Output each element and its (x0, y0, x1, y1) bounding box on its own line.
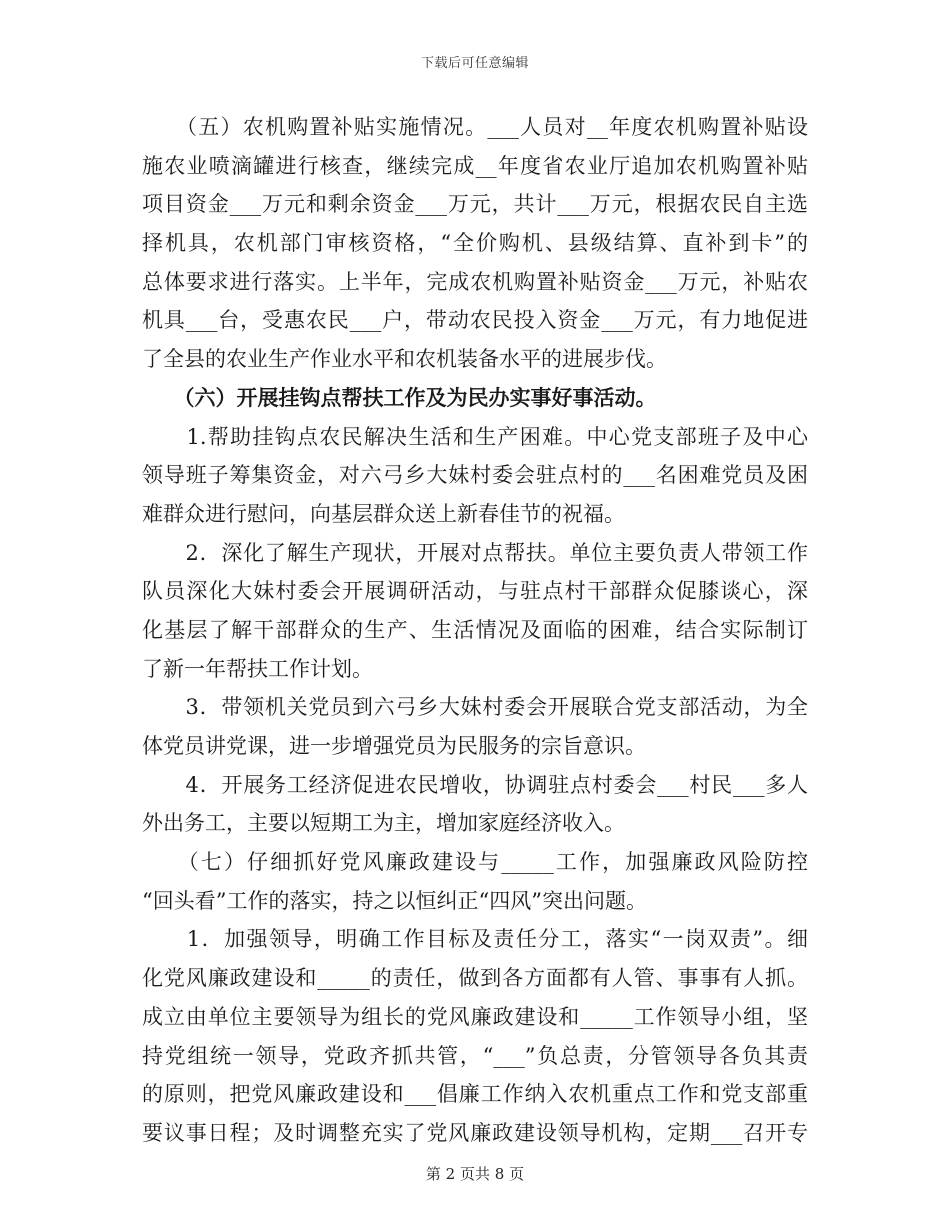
text-line: （六）开展挂钩点帮扶工作及为民办实事好事活动。 (142, 384, 657, 410)
text-line: 领导班子筹集资金，对六弓乡大妹村委会驻点村的___名困难党员及困 (142, 463, 808, 488)
text-line: 了全县的农业生产作业水平和农机装备水平的进展步伐。 (142, 347, 667, 372)
page-header: 下载后可任意编辑 (420, 56, 529, 71)
text-line: 1．加强领导，明确工作目标及责任分工，落实“一岗双责”。细 (142, 927, 808, 952)
text-line: 队员深化大妹村委会开展调研活动，与驻点村干部群众促膝谈心，深 (142, 579, 808, 604)
text-line: “回头看”工作的落实，持之以恒纠正“四风”突出问题。 (142, 888, 647, 913)
text-line: 择机具，农机部门审核资格，“全价购机、县级结算、直补到卡”的 (142, 231, 808, 256)
text-line: 项目资金___万元和剩余资金___万元，共计___万元，根据农民自主选 (142, 192, 808, 217)
text-line: 的原则，把党风廉政建设和___倡廉工作纳入农机重点工作和党支部重 (142, 1082, 808, 1107)
text-line: 体党员讲党课，进一步增强党员为民服务的宗旨意识。 (142, 734, 646, 758)
text-line: 难群众进行慰问，向基层群众送上新春佳节的祝福。 (142, 501, 625, 526)
text-line: 化党风廉政建设和_____的责任，做到各方面都有人管、事事有人抓。 (142, 966, 808, 991)
text-line: 2．深化了解生产现状，开展对点帮扶。单位主要负责人带领工作 (142, 540, 808, 565)
text-line: 要议事日程；及时调整充实了党风廉政建设领导机构，定期___召开专 (142, 1120, 808, 1145)
text-line: 了新一年帮扶工作计划。 (142, 656, 373, 681)
text-line: 总体要求进行落实。上半年，完成农机购置补贴资金___万元，补贴农 (142, 269, 808, 294)
text-line: 成立由单位主要领导为组长的党风廉政建设和_____工作领导小组，坚 (142, 1004, 808, 1029)
text-line: 机具___台，受惠农民___户，带动农民投入资金___万元，有力地促进 (142, 308, 808, 333)
document-body (142, 108, 808, 1153)
text-line: 持党组统一领导，党政齐抓共管，“___”负总责，分管领导各负其责 (142, 1043, 808, 1068)
text-line: 化基层了解干部群众的生产、生活情况及面临的困难，结合实际制订 (142, 617, 808, 642)
text-line: 1.帮助挂钩点农民解决生活和生产困难。中心党支部班子及中心 (142, 424, 808, 449)
text-line: 施农业喷滴罐进行核查，继续完成__年度省农业厅追加农机购置补贴 (142, 153, 808, 178)
text-line: 4．开展务工经济促进农民增收，协调驻点村委会___村民___多人 (142, 772, 808, 797)
page-footer: 第 2 页共 8 页 (425, 1165, 525, 1183)
text-line: （七）仔细抓好党风廉政建设与_____工作，加强廉政风险防控 (142, 850, 808, 875)
text-line: 3．带领机关党员到六弓乡大妹村委会开展联合党支部活动，为全 (142, 695, 808, 720)
text-line: （五）农机购置补贴实施情况。___人员对__年度农机购置补贴设 (142, 115, 808, 139)
text-line: 外出务工，主要以短期工为主，增加家庭经济收入。 (142, 811, 625, 836)
